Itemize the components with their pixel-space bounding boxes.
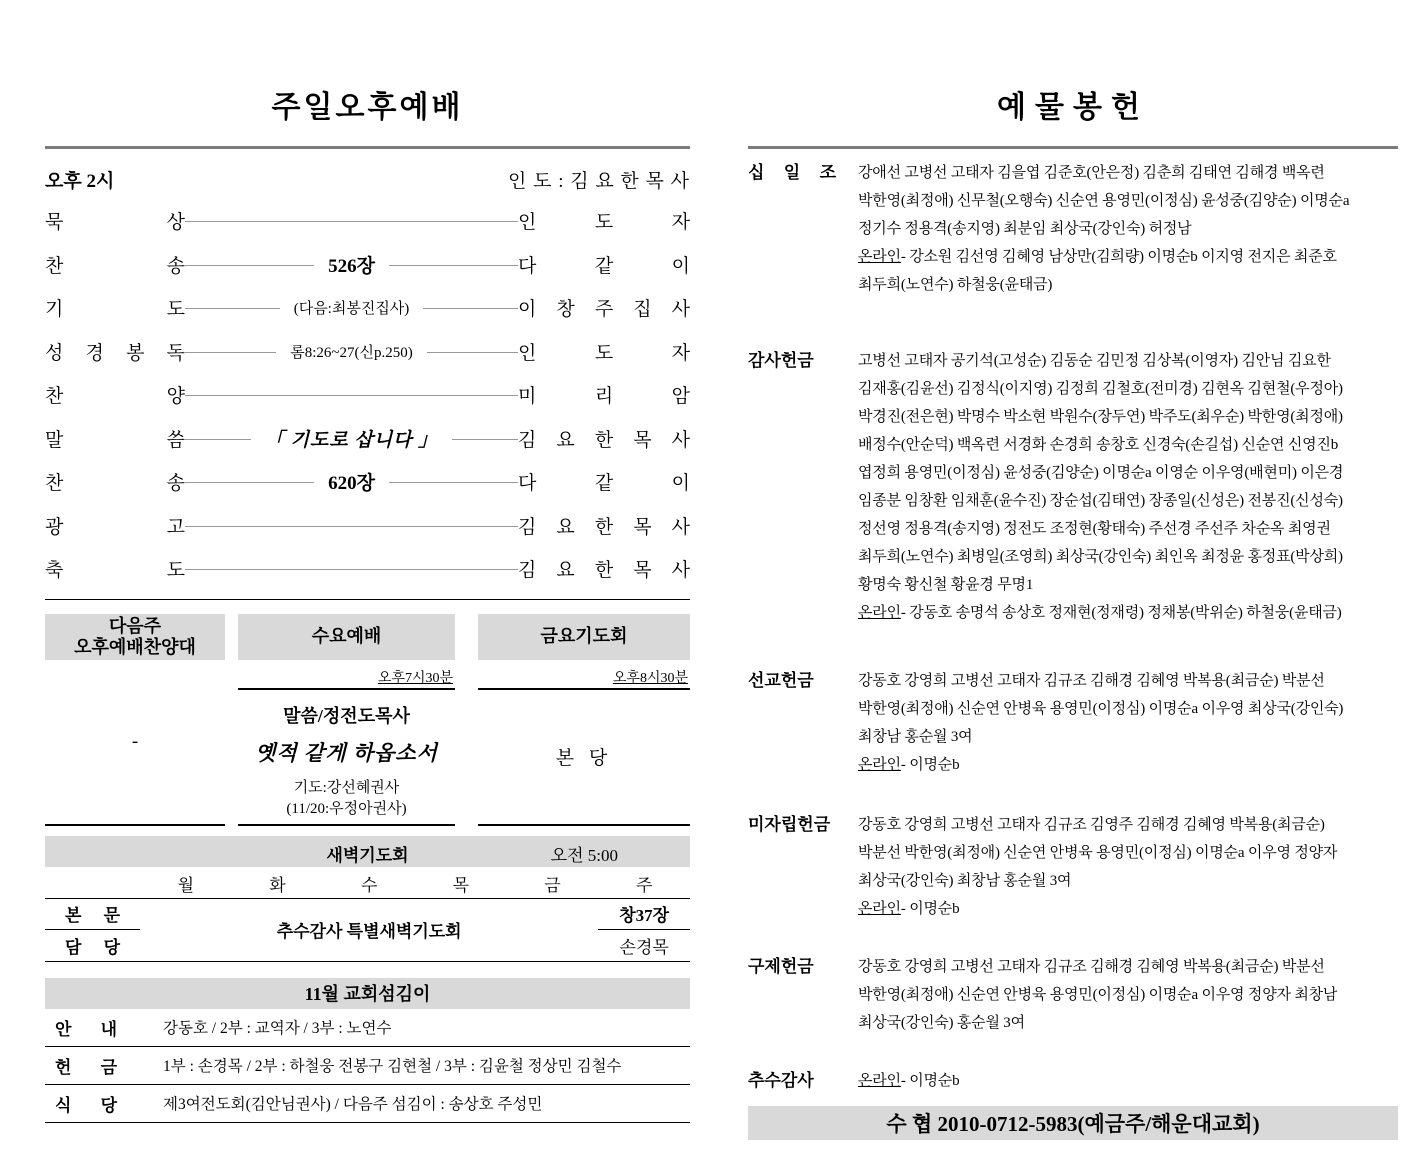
order-item-label: 말 씀 [45, 429, 185, 451]
offering-section [748, 811, 1398, 923]
friday-time: 오후8시30분 [612, 670, 688, 686]
order-row [45, 286, 690, 330]
next-week-choir-header [45, 614, 225, 660]
dawn-prayer-time: 오전 5:00 [550, 845, 618, 865]
dawn-day-header: 목 [452, 875, 470, 895]
leader-line [389, 482, 518, 483]
friday-time-row [478, 660, 690, 690]
leader-line [185, 221, 352, 222]
offering-names [858, 811, 1398, 923]
offering-name-line: 최창남 홍순월 3여 [858, 729, 973, 745]
order-row [45, 373, 690, 417]
right-title-rule [748, 146, 1398, 149]
offering-name-line: 김재홍(김윤선) 김정식(이지영) 김정희 김철호(전미경) 김현옥 김현철(우정아) [858, 381, 1343, 397]
order-row [45, 460, 690, 504]
order-item-person: 김 요 한 목 사 [518, 560, 690, 582]
online-label: 온라인 [858, 249, 901, 265]
offering-name-line: 엽정희 용영민(이정심) 윤성중(김양순) 이명순a 이영순 이우영(배현미) 이은경 [858, 465, 1344, 481]
order-item-person: 이 창 주 집 사 [518, 299, 690, 321]
leader-line [185, 569, 352, 570]
order-item-label: 성 경 봉 독 [45, 342, 185, 364]
offering-section-label: 감사헌금 [748, 351, 814, 370]
next-week-choir-header-line2: 오후예배찬양대 [74, 636, 196, 657]
wednesday-worship-box [238, 614, 455, 826]
leader-line [185, 352, 276, 353]
order-item-value: 「 기도로 삽니다 」 [264, 429, 439, 451]
offering-names [858, 667, 1398, 779]
order-item-label: 묵 상 [45, 212, 185, 234]
monthly-service-title: 11월 교회섬김이 [45, 978, 690, 1009]
offering-online-line: 온라인- 강소원 김선영 김혜영 남상만(김희량) 이명순b 이지영 전지은 최준호 [858, 249, 1337, 265]
dawn-prayer-bar [45, 836, 690, 867]
order-item-value: 620장 [328, 473, 375, 495]
offering-names [858, 953, 1398, 1037]
service-row [45, 1085, 690, 1123]
order-item-person: 김 요 한 목 사 [518, 516, 690, 538]
order-item-person: 다 같 이 [518, 473, 691, 495]
wednesday-time: 오후7시30분 [377, 670, 453, 686]
offering-name-line: 배정수(안순덕) 백옥련 서경화 손경희 송창호 신경숙(손길섭) 신순연 신영진b [858, 437, 1339, 453]
offering-name-line: 박한영(최정애) 신순연 안병육 용영민(이정심) 이명순a 이우영 정양자 최창남 [858, 987, 1338, 1003]
service-row-text: 강동호 / 2부 : 교역자 / 3부 : 노연수 [163, 1020, 392, 1037]
leader-line [352, 395, 519, 396]
offering-name-line: 최두희(노연수) 최병일(조영희) 최상국(강인숙) 최인옥 최정윤 홍정표(박상희) [858, 549, 1343, 565]
leader-line [423, 308, 518, 309]
order-item-label: 축 도 [45, 560, 185, 582]
section-divider [45, 599, 690, 600]
left-title-rule [45, 146, 690, 149]
offering-name-line: 정선영 정용격(송지영) 정전도 조정현(황태숙) 주선경 주선주 차순옥 최영권 [858, 521, 1331, 537]
monthly-service-table [45, 978, 690, 1123]
offering-section-label-wrap [748, 953, 858, 1037]
dawn-row2-label: 담 당 [65, 937, 120, 957]
offering-names [858, 347, 1398, 627]
offering-name-line: 강동호 강영희 고병선 고태자 김규조 김해경 김혜영 박복용(최금순) 박분선 [858, 673, 1325, 689]
offering-name-line: 강동호 강영희 고병선 고태자 김규조 김영주 김해경 김혜영 박복용(최금순) [858, 817, 1325, 833]
offering-name-line: 강동호 강영희 고병선 고태자 김규조 김해경 김혜영 박복용(최금순) 박분선 [858, 959, 1325, 975]
left-page [45, 82, 690, 1140]
leader-line [185, 439, 251, 440]
dawn-day-header: 금 [544, 875, 561, 895]
next-week-choir-header-line1: 다음주 [108, 615, 162, 636]
dawn-day-header: 화 [269, 875, 286, 895]
dawn-row1-last: 창37장 [598, 899, 690, 930]
order-row [45, 547, 690, 591]
order-item-label: 찬 송 [45, 473, 185, 495]
order-item-label: 찬 송 [45, 255, 185, 277]
order-item-label: 기 도 [45, 299, 185, 321]
offering-section-label: 미자립헌금 [748, 815, 831, 834]
offering-name-line: 정기수 정용격(송지영) 최분임 최상국(강인숙) 허정남 [858, 221, 1192, 237]
offering-names [858, 1067, 1398, 1096]
right-page [748, 82, 1398, 1140]
offering-section-label-wrap [748, 1067, 858, 1096]
dawn-row2-last: 손경목 [619, 937, 669, 957]
order-item-value: 롬8:26~27(신p.250) [290, 344, 413, 361]
offering-name-line: 황명숙 황신철 황윤경 무명1 [858, 577, 1034, 593]
offering-name-line: 임종분 임창환 임채훈(윤수진) 장순섭(김태연) 장종일(신성은) 전봉진(신성숙) [858, 493, 1343, 509]
service-row-text: 제3여전도회(김안님권사) / 다음주 섬김이 : 송상호 주성민 [163, 1096, 543, 1113]
order-row [45, 243, 690, 287]
wednesday-time-row [238, 660, 455, 690]
leader-line [452, 439, 518, 440]
leader-line [352, 526, 519, 527]
offering-name-line: 박분선 박한영(최정애) 신순연 안병육 용영민(이정심) 이명순a 이우영 정양자 [858, 845, 1338, 861]
offering-section-label-wrap [748, 667, 858, 779]
worship-order-list [45, 199, 690, 591]
service-row-text: 1부 : 손경목 / 2부 : 하철웅 전봉구 김현철 / 3부 : 김윤철 정상민 김철수 [163, 1058, 622, 1075]
order-item-value: (다음:최봉진집사) [293, 301, 410, 318]
offering-online-line: 최두희(노연수) 하철웅(윤태금) [858, 277, 1053, 293]
offering-section-label: 추수감사 [748, 1071, 814, 1090]
order-item-person: 인 도 자 [518, 212, 690, 234]
service-leader: 인 도 : 김 요 한 목 사 [507, 170, 690, 192]
friday-prayer-box [478, 614, 690, 826]
offering-section [748, 1067, 1398, 1096]
wednesday-worship-header: 수요예배 [238, 614, 455, 660]
midweek-boxes [45, 614, 690, 826]
dawn-days-header [45, 869, 690, 899]
offering-section [748, 953, 1398, 1037]
wednesday-body [238, 690, 455, 818]
bank-account-bar: 수 협 2010-0712-5983(예금주/해운대교회) [748, 1106, 1398, 1140]
order-item-person: 다 같 이 [518, 255, 691, 277]
offering-section [748, 347, 1398, 627]
order-item-label: 찬 양 [45, 386, 185, 408]
offering-section-label: 십 일 조 [748, 163, 836, 182]
service-time: 오후 2시 [45, 170, 115, 192]
service-row-label: 식 당 [55, 1095, 117, 1115]
wednesday-prayer: 기도:강선혜권사 [293, 779, 400, 796]
offering-online-line: 온라인- 이명순b [858, 901, 960, 917]
leader-line [427, 352, 518, 353]
order-row [45, 504, 690, 548]
leader-line [389, 265, 518, 266]
online-label: 온라인 [858, 901, 901, 917]
offering-sections [748, 159, 1398, 1096]
online-label: 온라인 [858, 605, 901, 621]
online-label: 온라인 [858, 757, 901, 773]
dawn-day-header: 월 [177, 875, 195, 895]
leader-line [185, 395, 352, 396]
order-item-person: 미 리 암 [518, 386, 690, 408]
offering-name-line: 최상국(강인숙) 홍순월 3여 [858, 1015, 1025, 1031]
leader-line [185, 526, 352, 527]
offering-online-line: 온라인- 이명순b [858, 1073, 960, 1089]
left-page-title: 주일오후예배 [271, 91, 464, 124]
offering-section-label: 구제헌금 [748, 957, 814, 976]
dawn-prayer-table [45, 836, 690, 962]
dawn-row1-label: 본 문 [45, 899, 140, 930]
service-row-label: 헌 금 [55, 1057, 117, 1077]
order-row [45, 199, 690, 243]
service-row-label: 안 내 [55, 1019, 117, 1039]
dawn-body [45, 899, 690, 962]
order-item-value: 526장 [328, 255, 375, 277]
right-page-title: 예물봉헌 [997, 91, 1149, 124]
offering-name-line: 최상국(강인숙) 최창남 홍순월 3여 [858, 873, 1072, 889]
service-row [45, 1047, 690, 1085]
offering-section-label: 선교헌금 [748, 671, 814, 690]
dawn-span-content: 추수감사 특별새벽기도회 [276, 922, 462, 941]
dawn-day-header: 주 [635, 875, 653, 895]
offering-online-line: 온라인- 강동호 송명석 송상호 정재현(정재령) 정채봉(박위순) 하철웅(윤태금) [858, 605, 1342, 621]
offering-name-line: 고병선 고태자 공기석(고성순) 김동순 김민정 김상복(이영자) 김안님 김요한 [858, 353, 1331, 369]
order-item-person: 인 도 자 [518, 342, 691, 364]
offering-name-line: 박한영(최정애) 신무철(오행숙) 신순연 용영민(이정심) 윤성중(김양순) 이명순a [858, 193, 1350, 209]
leader-line [352, 221, 519, 222]
next-week-choir-content: - [131, 730, 139, 752]
offering-section [748, 159, 1398, 299]
leader-line [352, 569, 519, 570]
offering-section [748, 667, 1398, 779]
service-time-row [45, 159, 690, 199]
order-row [45, 330, 690, 374]
offering-online-line: 온라인- 이명순b [858, 757, 960, 773]
leader-line [185, 308, 280, 309]
dawn-prayer-title: 새벽기도회 [326, 845, 409, 865]
friday-place: 본 당 [555, 748, 613, 769]
friday-prayer-header: 금요기도회 [478, 614, 690, 660]
offering-section-label-wrap [748, 159, 858, 299]
order-row [45, 417, 690, 461]
monthly-service-rows [45, 1009, 690, 1123]
offering-name-line: 강애선 고병선 고태자 김을엽 김준호(안은정) 김춘희 김태연 김해경 백옥련 [858, 165, 1325, 181]
leader-line [185, 482, 314, 483]
leader-line [185, 265, 314, 266]
service-row [45, 1009, 690, 1047]
order-item-label: 광 고 [45, 516, 185, 538]
offering-names [858, 159, 1398, 299]
online-label: 온라인 [858, 1073, 901, 1089]
dawn-day-header: 수 [360, 875, 378, 895]
wednesday-speaker: 말씀/정전도목사 [283, 705, 410, 726]
wednesday-sermon-title: 옛적 같게 하옵소서 [255, 740, 438, 765]
next-week-choir-box [45, 614, 225, 826]
wednesday-prayer-next: (11/20:우정아권사) [286, 800, 407, 817]
offering-section-label-wrap [748, 811, 858, 923]
order-item-person: 김 요 한 목 사 [518, 429, 690, 451]
offering-name-line: 박한영(최정애) 신순연 안병육 용영민(이정심) 이명순a 이우영 최상국(강인숙) [858, 701, 1344, 717]
offering-section-label-wrap [748, 347, 858, 627]
offering-name-line: 박경진(전은현) 박명수 박소현 박원수(장두연) 박주도(최우순) 박한영(최정애) [858, 409, 1343, 425]
